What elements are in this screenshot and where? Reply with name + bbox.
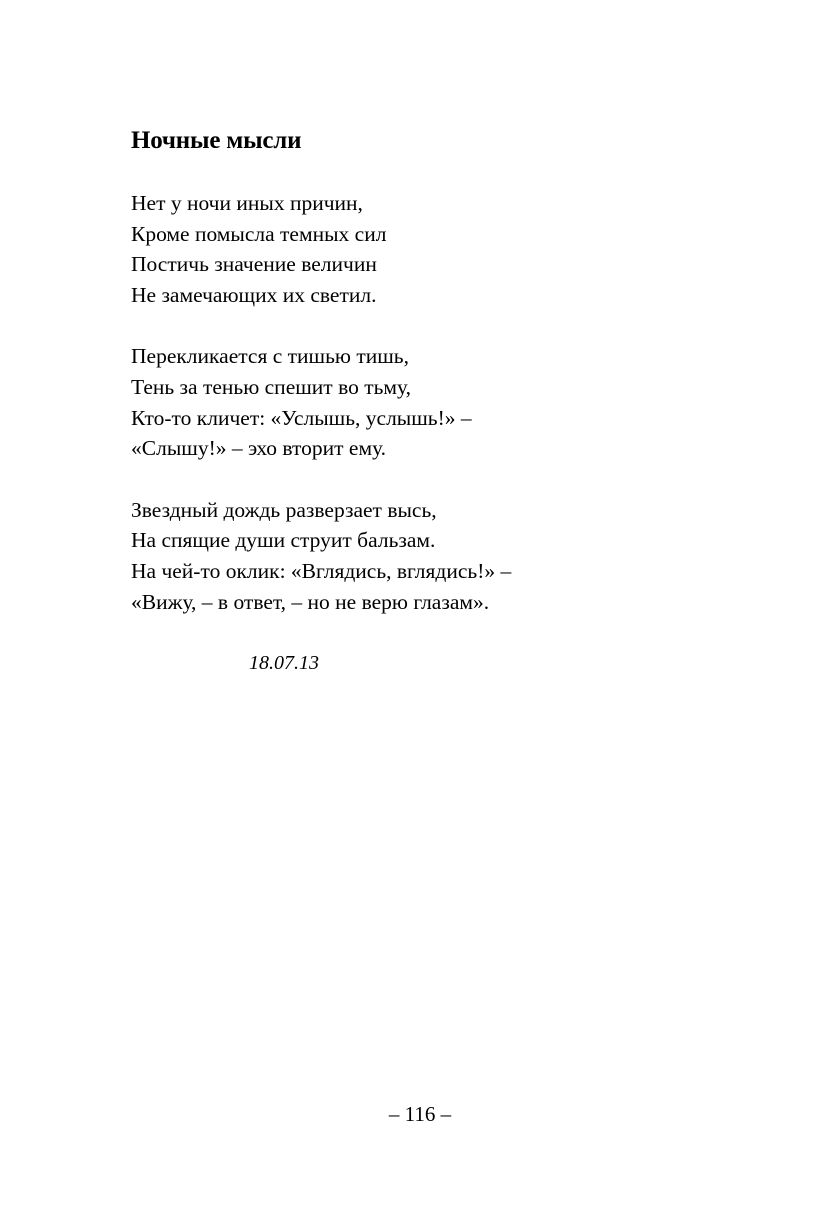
stanza-1 — [131, 188, 731, 310]
page-number: – 116 – — [388, 1102, 452, 1126]
stanza-2 — [131, 341, 731, 463]
poem-line: Звездный дождь разверзает высь, — [131, 497, 437, 522]
poem-date: 18.07.13 — [249, 652, 319, 674]
poem-line: Нет у ночи иных причин, — [131, 191, 363, 215]
stanza-3 — [131, 495, 731, 617]
poem-line: На чей-то оклик: «Вглядись, вглядись!» – — [131, 558, 512, 583]
poem-line: На спящие души струит бальзам. — [131, 528, 436, 553]
poem-line: Тень за тенью спешит во тьму, — [131, 374, 411, 399]
poem-line: Постичь значение величин — [131, 252, 377, 277]
poem-line: Кроме помысла темных сил — [131, 221, 387, 246]
poem-line: Кто-то кличет: «Услышь, услышь!» – — [131, 405, 472, 430]
poem-line: «Вижу, – в ответ, – но не верю глазам». — [131, 589, 490, 614]
poem-line: Не замечающих их светил. — [131, 282, 377, 307]
poem-line: Перекликается с тишью тишь, — [131, 344, 409, 369]
poem-body — [131, 188, 731, 648]
poem-line: «Слышу!» – эхо вторит ему. — [131, 436, 387, 461]
poem-title: Ночные мысли — [131, 127, 302, 154]
